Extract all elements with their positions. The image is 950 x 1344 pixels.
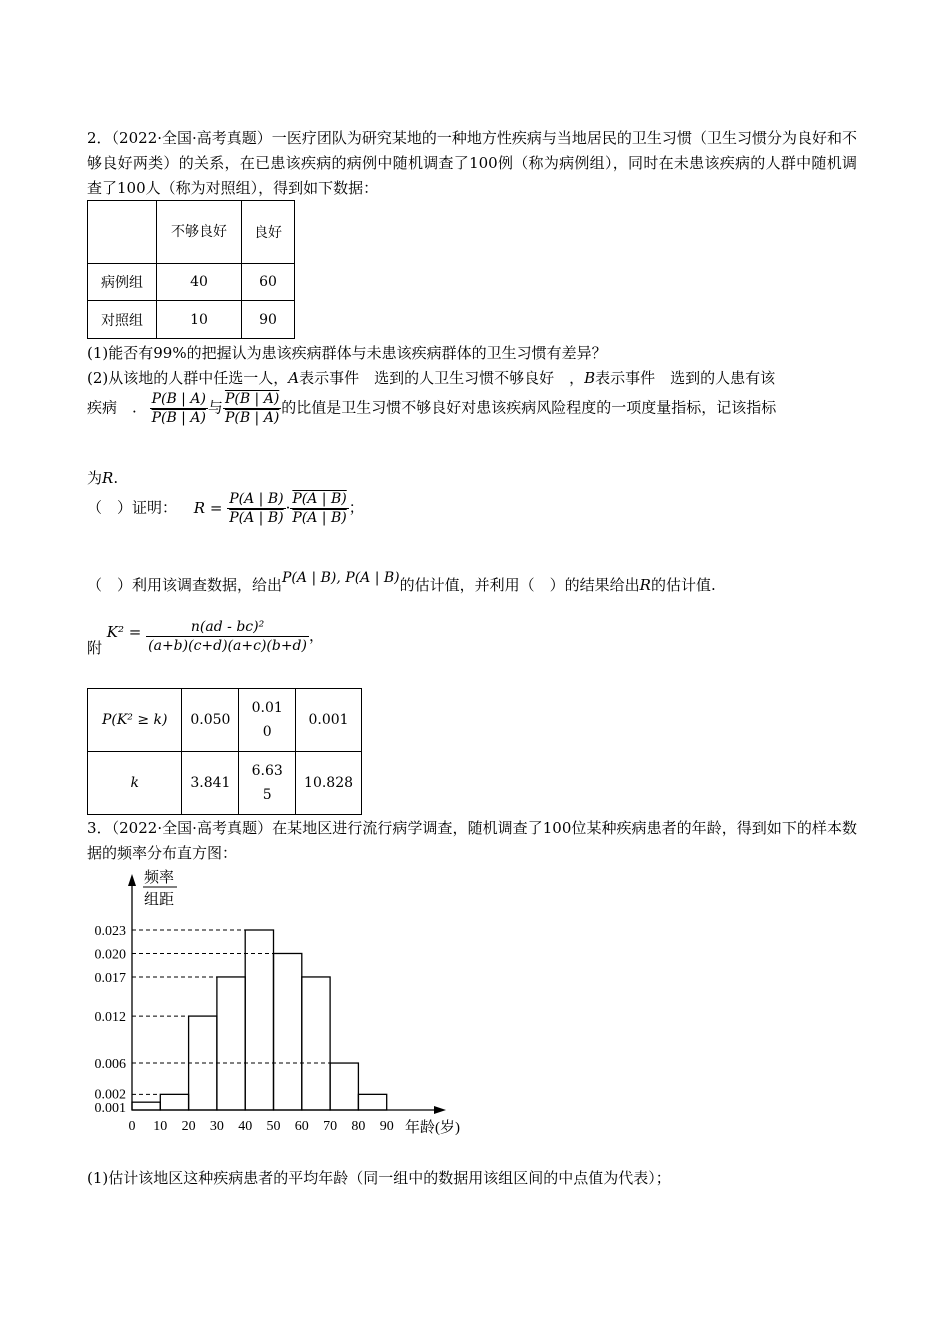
header-not-good: 不够良好 bbox=[157, 201, 242, 264]
y-tick-label: 0.001 bbox=[94, 1101, 126, 1117]
y-axis-label-top: 频率 bbox=[144, 870, 175, 886]
y-tick-label: 0.020 bbox=[94, 947, 126, 963]
k-critical-table bbox=[87, 688, 362, 815]
proof-fraction-1: $\frac{P(A | B)}{P(A | B)}$ bbox=[229, 491, 284, 526]
frequency-histogram bbox=[80, 866, 480, 1146]
q2-part2-line2: 疾病 . $\frac{P(B | A)}{P(B | A)}$ 与 $\frac{P(B | A)}{P(B | A)}$ 的比值是卫生习惯不够良好对患该疾病风险程度的一项度量指标，记该指标 bbox=[87, 391, 777, 426]
x-tick-label: 20 bbox=[181, 1119, 196, 1134]
histogram-bar bbox=[132, 1102, 160, 1110]
table-cell: 10 bbox=[157, 301, 242, 339]
k-squared-fraction: $\frac{\text{n(ad - bc)²}}{(a+b)(c+d)(a+c)(b+d)}$ bbox=[148, 619, 307, 654]
proof-fraction-2: $\frac{P(A | B)}{P(A | B)}$ bbox=[292, 491, 347, 526]
table-cell: 40 bbox=[157, 264, 242, 301]
q2-sub1: （ ）证明： R = $\frac{P(A | B)}{P(A | B)}$ · $\frac{P(A | B)}{P(A | B)}$ ； bbox=[87, 491, 364, 526]
k-table-row2-label: k bbox=[130, 775, 139, 791]
x-tick-label: 90 bbox=[379, 1119, 394, 1134]
k-table-cell: 0.01 0 bbox=[239, 689, 296, 752]
table-cell: 90 bbox=[242, 301, 295, 339]
k-table-cell: 0.001 bbox=[296, 689, 362, 752]
q2-part1: (1)能否有99%的把握认为患该疾病群体与未患该疾病群体的卫生习惯有差异？ bbox=[87, 344, 607, 362]
fraction-2: $\frac{P(B | A)}{P(B | A)}$ bbox=[224, 391, 280, 426]
x-tick-label: 70 bbox=[323, 1119, 338, 1134]
y-tick-label: 0.002 bbox=[94, 1087, 126, 1103]
histogram-bar bbox=[302, 977, 330, 1110]
y-tick-label: 0.006 bbox=[94, 1057, 126, 1073]
q3-intro: 3．（2022·全国·高考真题）在某地区进行流行病学调查，随机调查了100位某种疾病患者的年龄，得到如下的样本数据的频率分布直方图： bbox=[87, 819, 857, 862]
x-tick-label: 30 bbox=[209, 1119, 224, 1134]
histogram-bar bbox=[358, 1094, 386, 1110]
q2-data-table bbox=[87, 200, 295, 339]
histogram-bar bbox=[274, 953, 302, 1110]
table-corner-cell bbox=[88, 201, 157, 264]
x-tick-label: 80 bbox=[351, 1119, 366, 1134]
y-tick-label: 0.023 bbox=[94, 924, 126, 940]
k-table-cell: 3.841 bbox=[182, 752, 239, 815]
x-tick-label: 50 bbox=[266, 1119, 281, 1134]
k-table-cell: 10.828 bbox=[296, 752, 362, 815]
table-cell: 60 bbox=[242, 264, 295, 301]
row-label: 对照组 bbox=[88, 301, 157, 339]
k-table-cell: 6.63 5 bbox=[239, 752, 296, 815]
x-axis-label: 年龄(岁) bbox=[405, 1120, 460, 1136]
histogram-bar bbox=[245, 930, 273, 1110]
histogram-bar bbox=[330, 1063, 358, 1110]
q2-part2-line1: (2)从该地的人群中任选一人，A表示事件 选到的人卫生习惯不够良好 ，B表示事件 选到的人患有该 bbox=[87, 369, 776, 387]
q2-appendix-formula: 附 K² = $\frac{\text{n(ad - bc)²}}{(a+b)(c+d)(a+c)(b+d)}$ ， bbox=[87, 619, 324, 657]
q2-intro: 2．（2022·全国·高考真题）一医疗团队为研究某地的一种地方性疾病与当地居民的卫生习惯（卫生习惯分为良好和不够良好两类）的关系，在已患该疾病的病例中随机调查了100例（称为病例组），同时在未患该疾病的人群中随机调查了100人（称为对照组），得到如下数据： bbox=[87, 129, 857, 197]
row-label: 病例组 bbox=[88, 264, 157, 301]
histogram-bar bbox=[217, 977, 245, 1110]
x-tick-label: 40 bbox=[238, 1119, 253, 1134]
y-tick-label: 0.012 bbox=[94, 1010, 126, 1026]
q2-sub2: （ ）利用该调查数据，给出P(A | B), P(A | B)的估计值，并利用（ ）的结果给出R的估计值. bbox=[87, 570, 716, 594]
table-row bbox=[88, 264, 295, 301]
x-tick-label: 0 bbox=[128, 1119, 136, 1134]
header-good: 良好 bbox=[242, 201, 295, 264]
y-tick-label: 0.017 bbox=[94, 970, 126, 986]
x-tick-label: 60 bbox=[294, 1119, 309, 1134]
k-table-row1-label: P(K² ≥ k) bbox=[101, 712, 168, 728]
x-axis-arrow bbox=[434, 1106, 446, 1114]
q3-part1: (1)估计该地区这种疾病患者的平均年龄（同一组中的数据用该组区间的中点值为代表）； bbox=[87, 1169, 671, 1187]
q2-part2-line3: 为R. bbox=[87, 469, 119, 487]
x-tick-label: 10 bbox=[153, 1119, 168, 1134]
k-table-cell: 0.050 bbox=[182, 689, 239, 752]
table-row bbox=[88, 301, 295, 339]
y-axis-arrow bbox=[128, 874, 136, 886]
y-axis-label-bottom: 组距 bbox=[144, 892, 175, 908]
fraction-1: $\frac{P(B | A)}{P(B | A)}$ bbox=[151, 391, 206, 426]
histogram-bar bbox=[160, 1094, 188, 1110]
